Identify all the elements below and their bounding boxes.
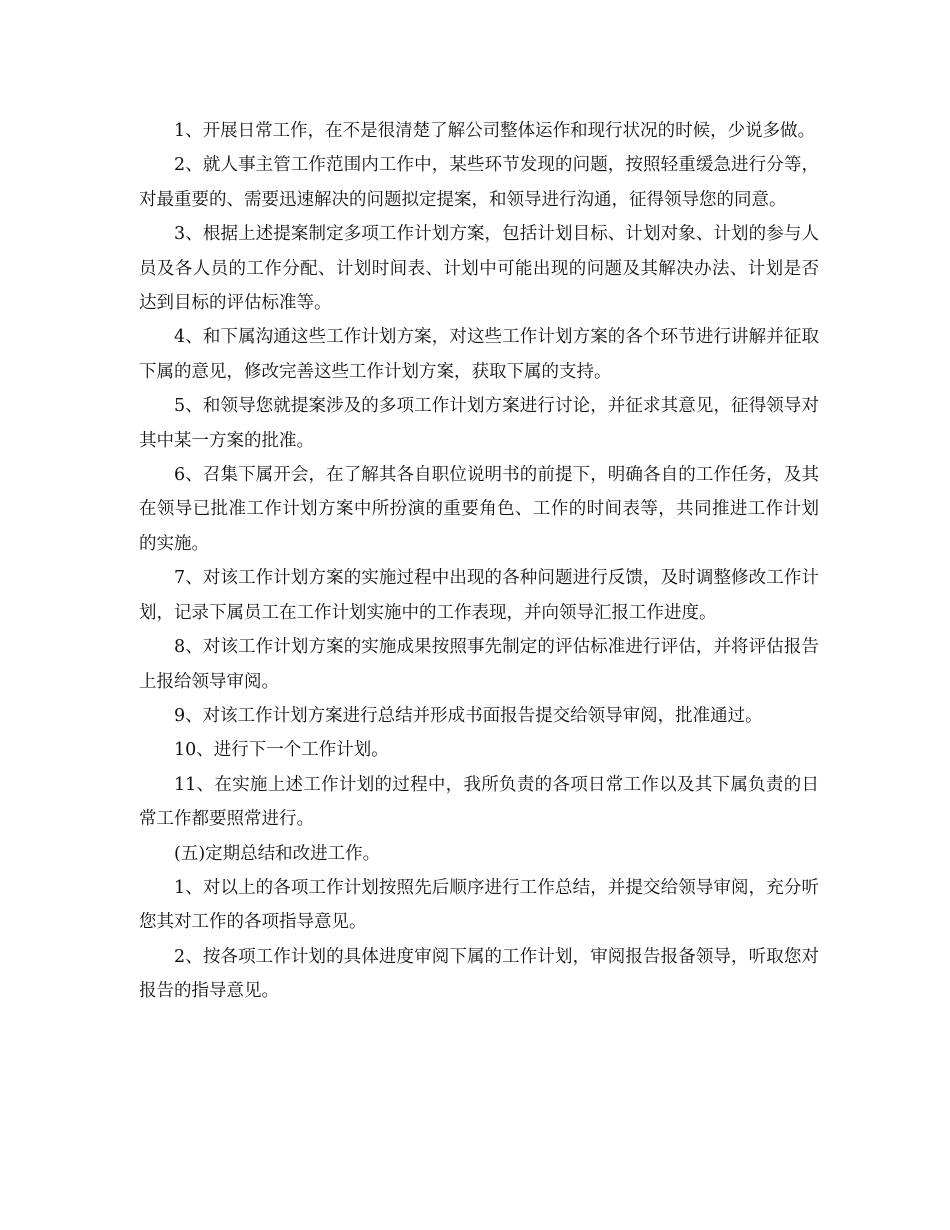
paragraph-item-12: 1、对以上的各项工作计划按照先后顺序进行工作总结，并提交给领导审阅，充分听您其对工作的各项指导意见。 xyxy=(139,877,819,933)
paragraph-item-9: 9、对该工作计划方案进行总结并形成书面报告提交给领导审阅，批准通过。 xyxy=(174,705,763,726)
paragraph-item-11: 11、在实施上述工作计划的过程中，我所负责的各项日常工作以及其下属负责的日常工作都要照常进行。 xyxy=(139,774,819,830)
paragraph-item-10: 10、进行下一个工作计划。 xyxy=(174,740,389,761)
paragraph-item-13: 2、按各项工作计划的具体进度审阅下属的工作计划，审阅报告报备领导，听取您对报告的指导意见。 xyxy=(139,946,819,1002)
document-body xyxy=(139,114,819,1009)
section-heading-5: (五)定期总结和改进工作。 xyxy=(174,843,381,864)
paragraph-item-2: 2、就人事主管工作范围内工作中，某些环节发现的问题，按照轻重缓急进行分等， 对最重要的、需要迅速解决的问题拟定提案，和领导进行沟通，征得领导您的同意。 xyxy=(139,155,819,210)
paragraph-item-4: 4、和下属沟通这些工作计划方案，对这些工作计划方案的各个环节进行讲解并征取下属的意见，修改完善这些工作计划方案，获取下属的支持。 xyxy=(139,327,819,382)
paragraph-item-1: 1、开展日常工作，在不是很清楚了解公司整体运作和现行状况的时候，少说多做。 xyxy=(174,121,816,141)
paragraph-item-7: 7、对该工作计划方案的实施过程中出现的各种问题进行反馈，及时调整修改工作计划，记录下属员工在工作计划实施中的工作表现，并向领导汇报工作进度。 xyxy=(139,568,819,623)
paragraph-item-3: 3、根据上述提案制定多项工作计划方案，包括计划目标、计划对象、计划的参与人员及各人员的工作分配、计划时间表、计划中可能出现的问题及其解决办法、计划是否达到目标的评估标准等。 xyxy=(139,224,819,314)
paragraph-item-8: 8、对该工作计划方案的实施成果按照事先制定的评估标准进行评估，并将评估报告上报给领导审阅。 xyxy=(139,637,819,692)
paragraph-item-6: 6、召集下属开会，在了解其各自职位说明书的前提下，明确各自的工作任务，及其在领导已批准工作计划方案中所扮演的重要角色、工作的时间表等，共同推进工作计划的实施。 xyxy=(139,465,819,554)
paragraph-item-5: 5、和领导您就提案涉及的多项工作计划方案进行讨论，并征求其意见，征得领导对其中某一方案的批准。 xyxy=(139,396,819,451)
